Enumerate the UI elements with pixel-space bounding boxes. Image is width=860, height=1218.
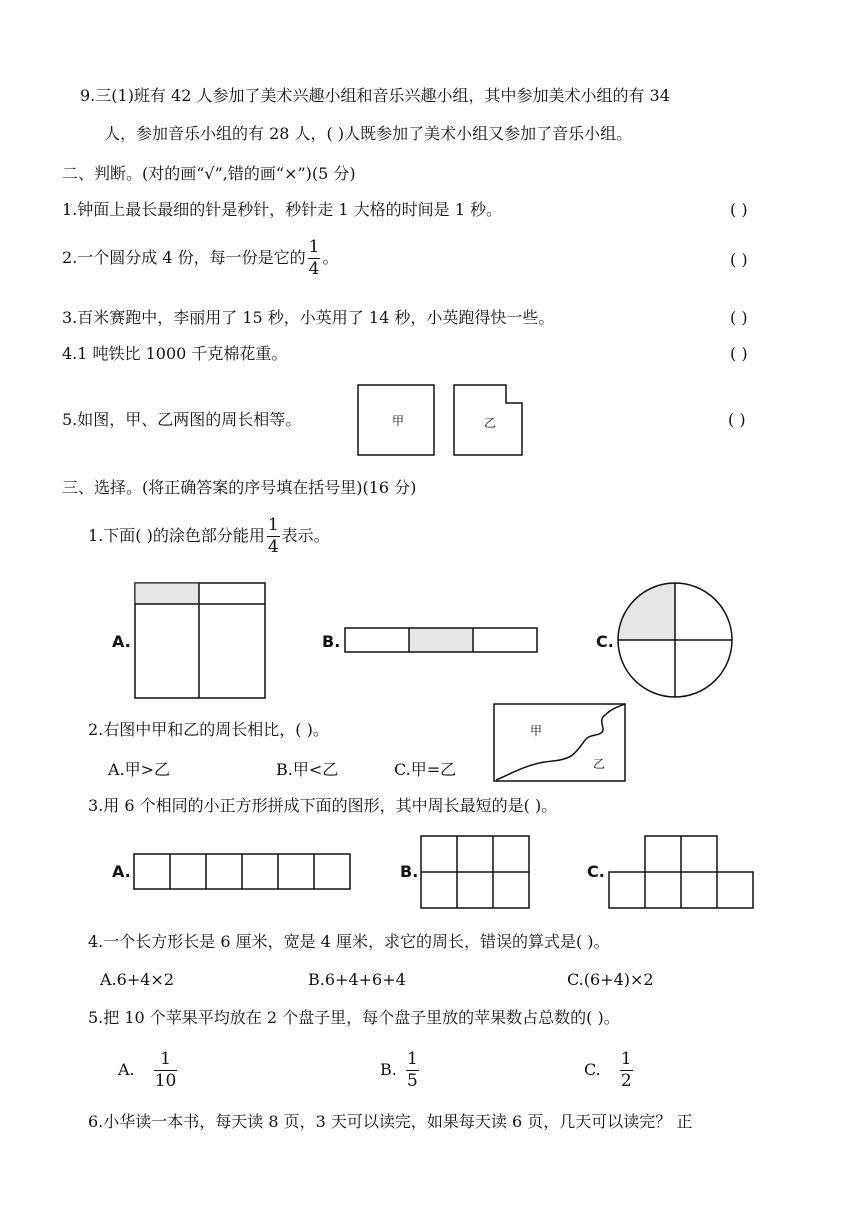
judge-q1: 1.钟面上最长最细的针是秒针，秒针走 1 大格的时间是 1 秒。 [62,200,502,219]
shaded-cell [136,584,200,605]
q9-line2: 人，参加音乐小组的有 28 人，( )人既参加了美术小组又参加了音乐小组。 [104,124,633,143]
judge-q5-figures [356,383,496,458]
q2-figure [493,703,627,783]
fraction-one-quarter: $\frac{1}{4}$ [308,237,320,279]
q4-option-a[interactable]: A.6+4×2 [100,970,174,989]
q4-option-c[interactable]: C.(6+4)×2 [567,970,654,989]
judge-q4: 4.1 吨铁比 1000 千克棉花重。 [62,344,288,363]
q3-option-a-label[interactable]: A. [112,862,131,881]
dividing-curve [496,704,625,780]
q1-option-a-label[interactable]: A. [112,632,131,651]
q1-figure-a [134,582,266,700]
fig-jia-label: 甲 [530,724,543,738]
judge-q2-answer[interactable]: ( ) [730,250,748,269]
q1-option-b-label[interactable]: B. [322,632,341,651]
judge-q2-text: 2.一个圆分成 4 份，每一份是它的 [62,248,306,267]
choice-q5: 5.把 10 个苹果平均放在 2 个盘子里，每个盘子里放的苹果数占总数的( )。 [88,1008,620,1027]
section3-heading: 三、选择。(将正确答案的序号填在括号里)(16 分) [62,478,417,497]
choice-q3: 3.用 6 个相同的小正方形拼成下面的图形，其中周长最短的是( )。 [88,796,558,815]
fig-jia-label: 甲 [392,414,405,428]
q5-option-b[interactable]: B. $\frac{1}{5}$ [380,1049,418,1091]
section2-heading: 二、判断。(对的画“√”,错的画“×”)(5 分) [62,164,356,183]
shaded-quarter [618,583,675,640]
shaded-cell [409,628,473,652]
q3-option-b-label[interactable]: B. [400,862,419,881]
q1-option-c-label[interactable]: C. [596,632,614,651]
q1-figure-c-circle [617,582,733,698]
judge-q5: 5.如图，甲、乙两图的周长相等。 [62,410,302,429]
fraction-option-a: $\frac{1}{10}$ [154,1049,177,1091]
judge-q5-answer[interactable]: ( ) [728,410,746,429]
judge-q3: 3.百米赛跑中，李丽用了 15 秒，小英用了 14 秒，小英跑得快一些。 [62,308,555,327]
q9-line1: 9.三(1)班有 42 人参加了美术兴趣小组和音乐兴趣小组，其中参加美术小组的有 34 [80,86,670,105]
fraction-option-c: $\frac{1}{2}$ [620,1049,632,1091]
fig-yi-label: 乙 [484,416,497,430]
judge-q3-answer[interactable]: ( ) [730,308,748,327]
q3-figure-c-steps [608,835,756,911]
fraction-one-quarter: $\frac{1}{4}$ [267,515,279,557]
judge-q1-answer[interactable]: ( ) [730,200,748,219]
q2-option-b[interactable]: B.甲<乙 [276,760,339,779]
q1-figure-b [344,627,539,655]
q5-option-c[interactable]: C. $\frac{1}{2}$ [584,1049,632,1091]
q3-figure-b-grid [420,835,532,911]
judge-q4-answer[interactable]: ( ) [730,344,748,363]
choice-q2: 2.右图中甲和乙的周长相比，( )。 [88,720,329,739]
q5-option-a[interactable]: A. $\frac{1}{10}$ [118,1049,177,1091]
choice-q4: 4.一个长方形长是 6 厘米，宽是 4 厘米，求它的周长，错误的算式是( )。 [88,932,610,951]
q2-option-a[interactable]: A.甲>乙 [108,760,171,779]
q3-option-c-label[interactable]: C. [587,862,605,881]
q3-figure-a-row [133,853,353,891]
fig-yi-label: 乙 [593,757,606,771]
fraction-option-b: $\frac{1}{5}$ [406,1049,418,1091]
choice-q1: 1.下面( )的涂色部分能用 $\frac{1}{4}$ 表示。 [88,515,330,557]
q2-option-c[interactable]: C.甲=乙 [394,760,457,779]
judge-q2: 2.一个圆分成 4 份，每一份是它的 $\frac{1}{4}$ 。 [62,237,339,279]
choice-q6: 6.小华读一本书，每天读 8 页，3 天可以读完，如果每天读 6 页，几天可以读完？ 正 [88,1112,693,1131]
q4-option-b[interactable]: B.6+4+6+4 [308,970,406,989]
